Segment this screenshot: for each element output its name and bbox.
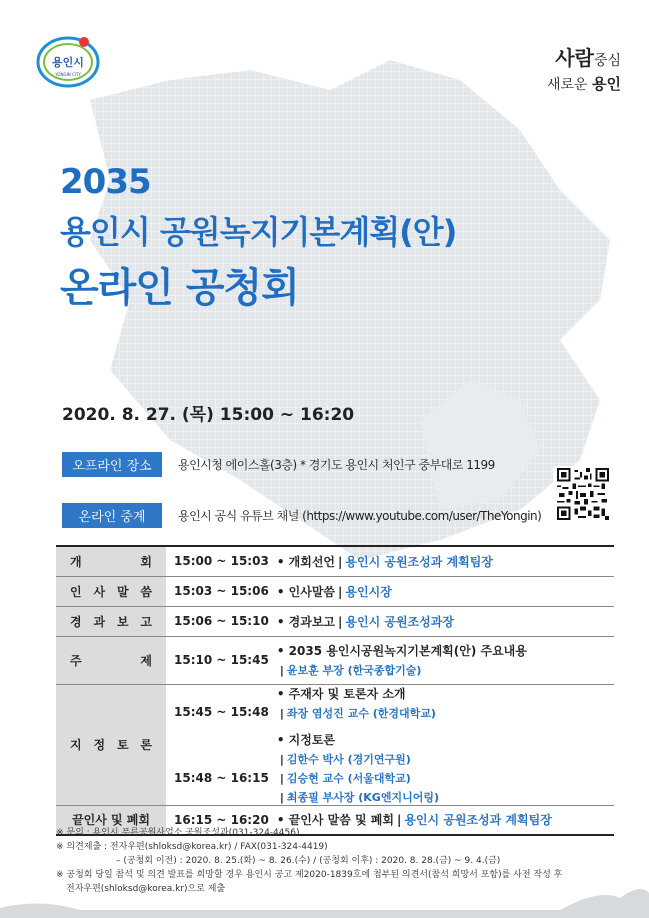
row-label-greeting: 인 사 말 씀 (56, 576, 166, 606)
row-content: • 2035 용인시공원녹지기본계획(안) 주요내용 | 윤보훈 부장 (한국종합기술) (269, 636, 614, 684)
row-content: • 개회선언 | 용인시 공원조성과 계획팀장 (269, 546, 614, 576)
table-row (56, 546, 614, 576)
note-inquiry: ※ 문의 : 용인시 푸른공원사업소 공원조성과(031-324-4456) (56, 828, 300, 838)
logo-subtext: YONGIN CITY (55, 72, 81, 77)
offline-venue-row (62, 452, 495, 477)
slogan-rest-1: 중심 (593, 53, 621, 69)
table-row (56, 636, 614, 684)
table-row (56, 684, 614, 805)
online-badge: 온라인 중계 (62, 503, 162, 528)
yongin-city-logo-icon (32, 30, 112, 92)
offline-text: 용인시청 에이스홀(3층) * 경기도 용인시 처인구 중부대로 1199 (178, 458, 495, 472)
row-time: 15:06 ~ 15:10 (166, 606, 269, 636)
online-text[interactable]: 용인시 공식 유튜브 채널 (https://www.youtube.com/user/TheYongin) (178, 509, 542, 523)
row-label-opening: 개 회 (56, 546, 166, 576)
slogan-bold-2: 용인 (592, 75, 621, 93)
title-main: 용인시 공원녹지기본계획(안) (60, 213, 457, 251)
row-content: • 인사말씀 | 용인시장 (269, 576, 614, 606)
qr-code-icon[interactable] (553, 466, 613, 522)
city-slogan (501, 42, 621, 94)
note-submit: ※ 의견제출 : 전자우편(shloksd@korea.kr) / FAX(031-324-4419) (56, 842, 328, 852)
row-label-progress-report: 경 과 보 고 (56, 606, 166, 636)
row-time: 15:45 ~ 15:48 15:48 ~ 16:15 (166, 684, 269, 805)
row-time: 15:10 ~ 15:45 (166, 636, 269, 684)
poster-title (60, 160, 456, 316)
note-announce-cont: 전자우편(shloksd@korea.kr)으로 제출 (66, 884, 226, 894)
slogan-bold-1: 사람 (555, 46, 594, 70)
table-row (56, 606, 614, 636)
slogan-rest-2: 새로운 (546, 77, 593, 93)
row-label-closing: 끝인사 및 폐회 (56, 805, 166, 835)
schedule-table (56, 545, 614, 836)
row-time: 15:00 ~ 15:03 (166, 546, 269, 576)
event-datetime: 2020. 8. 27. (목) 15:00 ~ 16:20 (62, 405, 355, 425)
offline-badge: 오프라인 장소 (62, 452, 162, 477)
row-content: • 주재자 및 토론자 소개 | 좌장 염성진 교수 (한경대학교) • 지정토론 | 김한수 박사 (경기연구원) | 김승현 교수 (서울대학교) | 최종필 부사장 (KG엔지니어링) (269, 684, 614, 805)
note-period: – (공청회 이전) : 2020. 8. 25.(화) ~ 8. 26.(수) / (공청회 이후) : 2020. 8. 28.(금) ~ 9. 4.(금) (116, 856, 501, 866)
row-time: 15:03 ~ 15:06 (166, 576, 269, 606)
row-label-topic: 주 제 (56, 636, 166, 684)
online-stream-row (62, 503, 541, 528)
table-row (56, 576, 614, 606)
title-year: 2035 (60, 162, 151, 202)
row-content: • 경과보고 | 용인시 공원조성과장 (269, 606, 614, 636)
logo-text: 용인시 (52, 56, 84, 69)
row-content: • 끝인사 말씀 및 폐회 | 용인시 공원조성과 계획팀장 (269, 805, 614, 835)
note-announce: ※ 공청회 당일 참석 및 의견 발표를 희망할 경우 용인시 공고 제2020-1839호에 첨부된 의견서(참석 희망서 포함)를 사전 작성 후 (56, 870, 563, 880)
row-time: 16:15 ~ 16:20 (166, 805, 269, 835)
footnotes (56, 826, 616, 896)
title-sub: 온라인 공청회 (60, 265, 299, 311)
row-label-discussion: 지 정 토 론 (56, 684, 166, 805)
